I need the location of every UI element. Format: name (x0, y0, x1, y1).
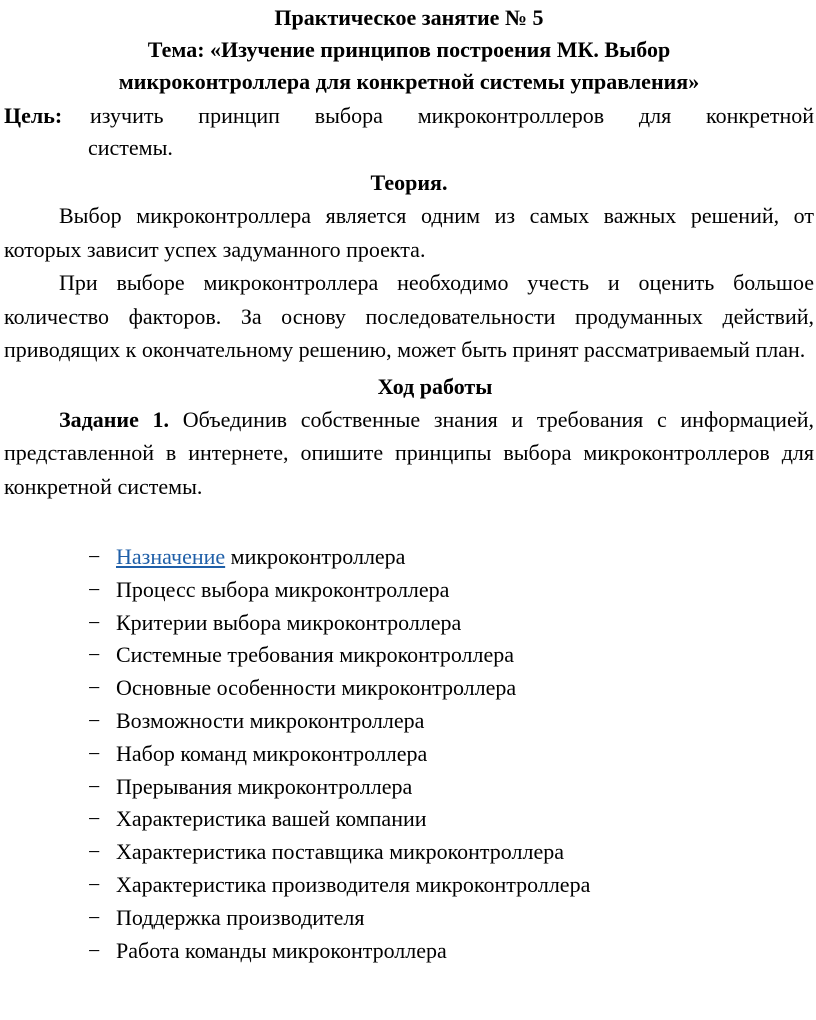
task-paragraph (4, 403, 814, 504)
goal-text-line-2: системы. (88, 135, 173, 160)
list-item-text: микроконтроллера (225, 544, 406, 569)
theory-paragraph-1: Выбор микроконтроллера является одним из самых важных решений, от которых зависит успех задуманного проекта. (4, 203, 814, 262)
goal-row (4, 100, 814, 132)
goal-label: Цель: (4, 103, 63, 128)
practice-title: Практическое занятие № 5 (274, 5, 544, 30)
list-item (88, 902, 814, 935)
topic-line-2: микроконтроллера для конкретной системы управления» (118, 69, 700, 94)
dash-bullet: − (88, 544, 101, 569)
list-item-text: Возможности микроконтроллера (116, 707, 425, 733)
dash-bullet: − (88, 740, 101, 766)
list-item-text: Характеристика вашей компании (116, 806, 427, 832)
theory-heading: Теория. (370, 170, 448, 195)
list-item-text: Работа команды микроконтроллера (116, 937, 447, 963)
purpose-link[interactable]: Назначение (116, 544, 226, 569)
list-item (88, 869, 814, 902)
list-item-text: Основные особенности микроконтроллера (116, 675, 517, 701)
list-item-text: Характеристика поставщика микроконтроллера (116, 839, 565, 865)
list-item (88, 935, 814, 968)
list-item-text: Характеристика производителя микроконтроллера (116, 871, 591, 897)
dash-bullet: − (88, 806, 101, 832)
list-item (88, 639, 814, 672)
topic-line-1: Тема: «Изучение принципов построения МК. Выбор (147, 37, 671, 62)
list-item-text: Прерывания микроконтроллера (116, 773, 413, 799)
dash-bullet: − (88, 937, 101, 963)
task-text: Объединив собственные знания и требования с информацией, представленной в интернете, опишите принципы выбора микроконтроллеров для конкретной системы. (4, 406, 814, 499)
list-item-text: Процесс выбора микроконтроллера (116, 576, 450, 602)
list-item (88, 803, 814, 836)
theory-paragraph-2: При выборе микроконтроллера необходимо учесть и оценить большое количество факторов. За основу последовательности продуманных действий, приводящих к окончательному решению, может быть принят рассматриваемый план. (4, 270, 814, 362)
list-item (88, 607, 814, 640)
task-label: Задание 1. (59, 406, 170, 432)
list-item (88, 541, 814, 574)
dash-bullet: − (88, 773, 101, 799)
dash-bullet: − (88, 642, 101, 668)
dash-bullet: − (88, 576, 101, 602)
list-item (88, 574, 814, 607)
work-heading: Ход работы (377, 373, 493, 399)
dash-bullet: − (88, 707, 101, 733)
list-item-text: Поддержка производителя (116, 904, 365, 930)
criteria-list (4, 541, 814, 967)
list-item-text: Набор команд микроконтроллера (116, 740, 428, 766)
dash-bullet: − (88, 609, 101, 635)
dash-bullet: − (88, 904, 101, 930)
list-item (88, 672, 814, 705)
dash-bullet: − (88, 675, 101, 701)
dash-bullet: − (88, 839, 101, 865)
list-item-text: Критерии выбора микроконтроллера (116, 609, 462, 635)
title-block (4, 0, 814, 98)
list-item (88, 705, 814, 738)
list-item (88, 771, 814, 804)
list-item-text: Системные требования микроконтроллера (116, 642, 515, 668)
list-item (88, 738, 814, 771)
list-item (88, 836, 814, 869)
goal-text-line-1: изучить принцип выбора микроконтроллеров для конкретной (90, 103, 814, 128)
dash-bullet: − (88, 871, 101, 897)
